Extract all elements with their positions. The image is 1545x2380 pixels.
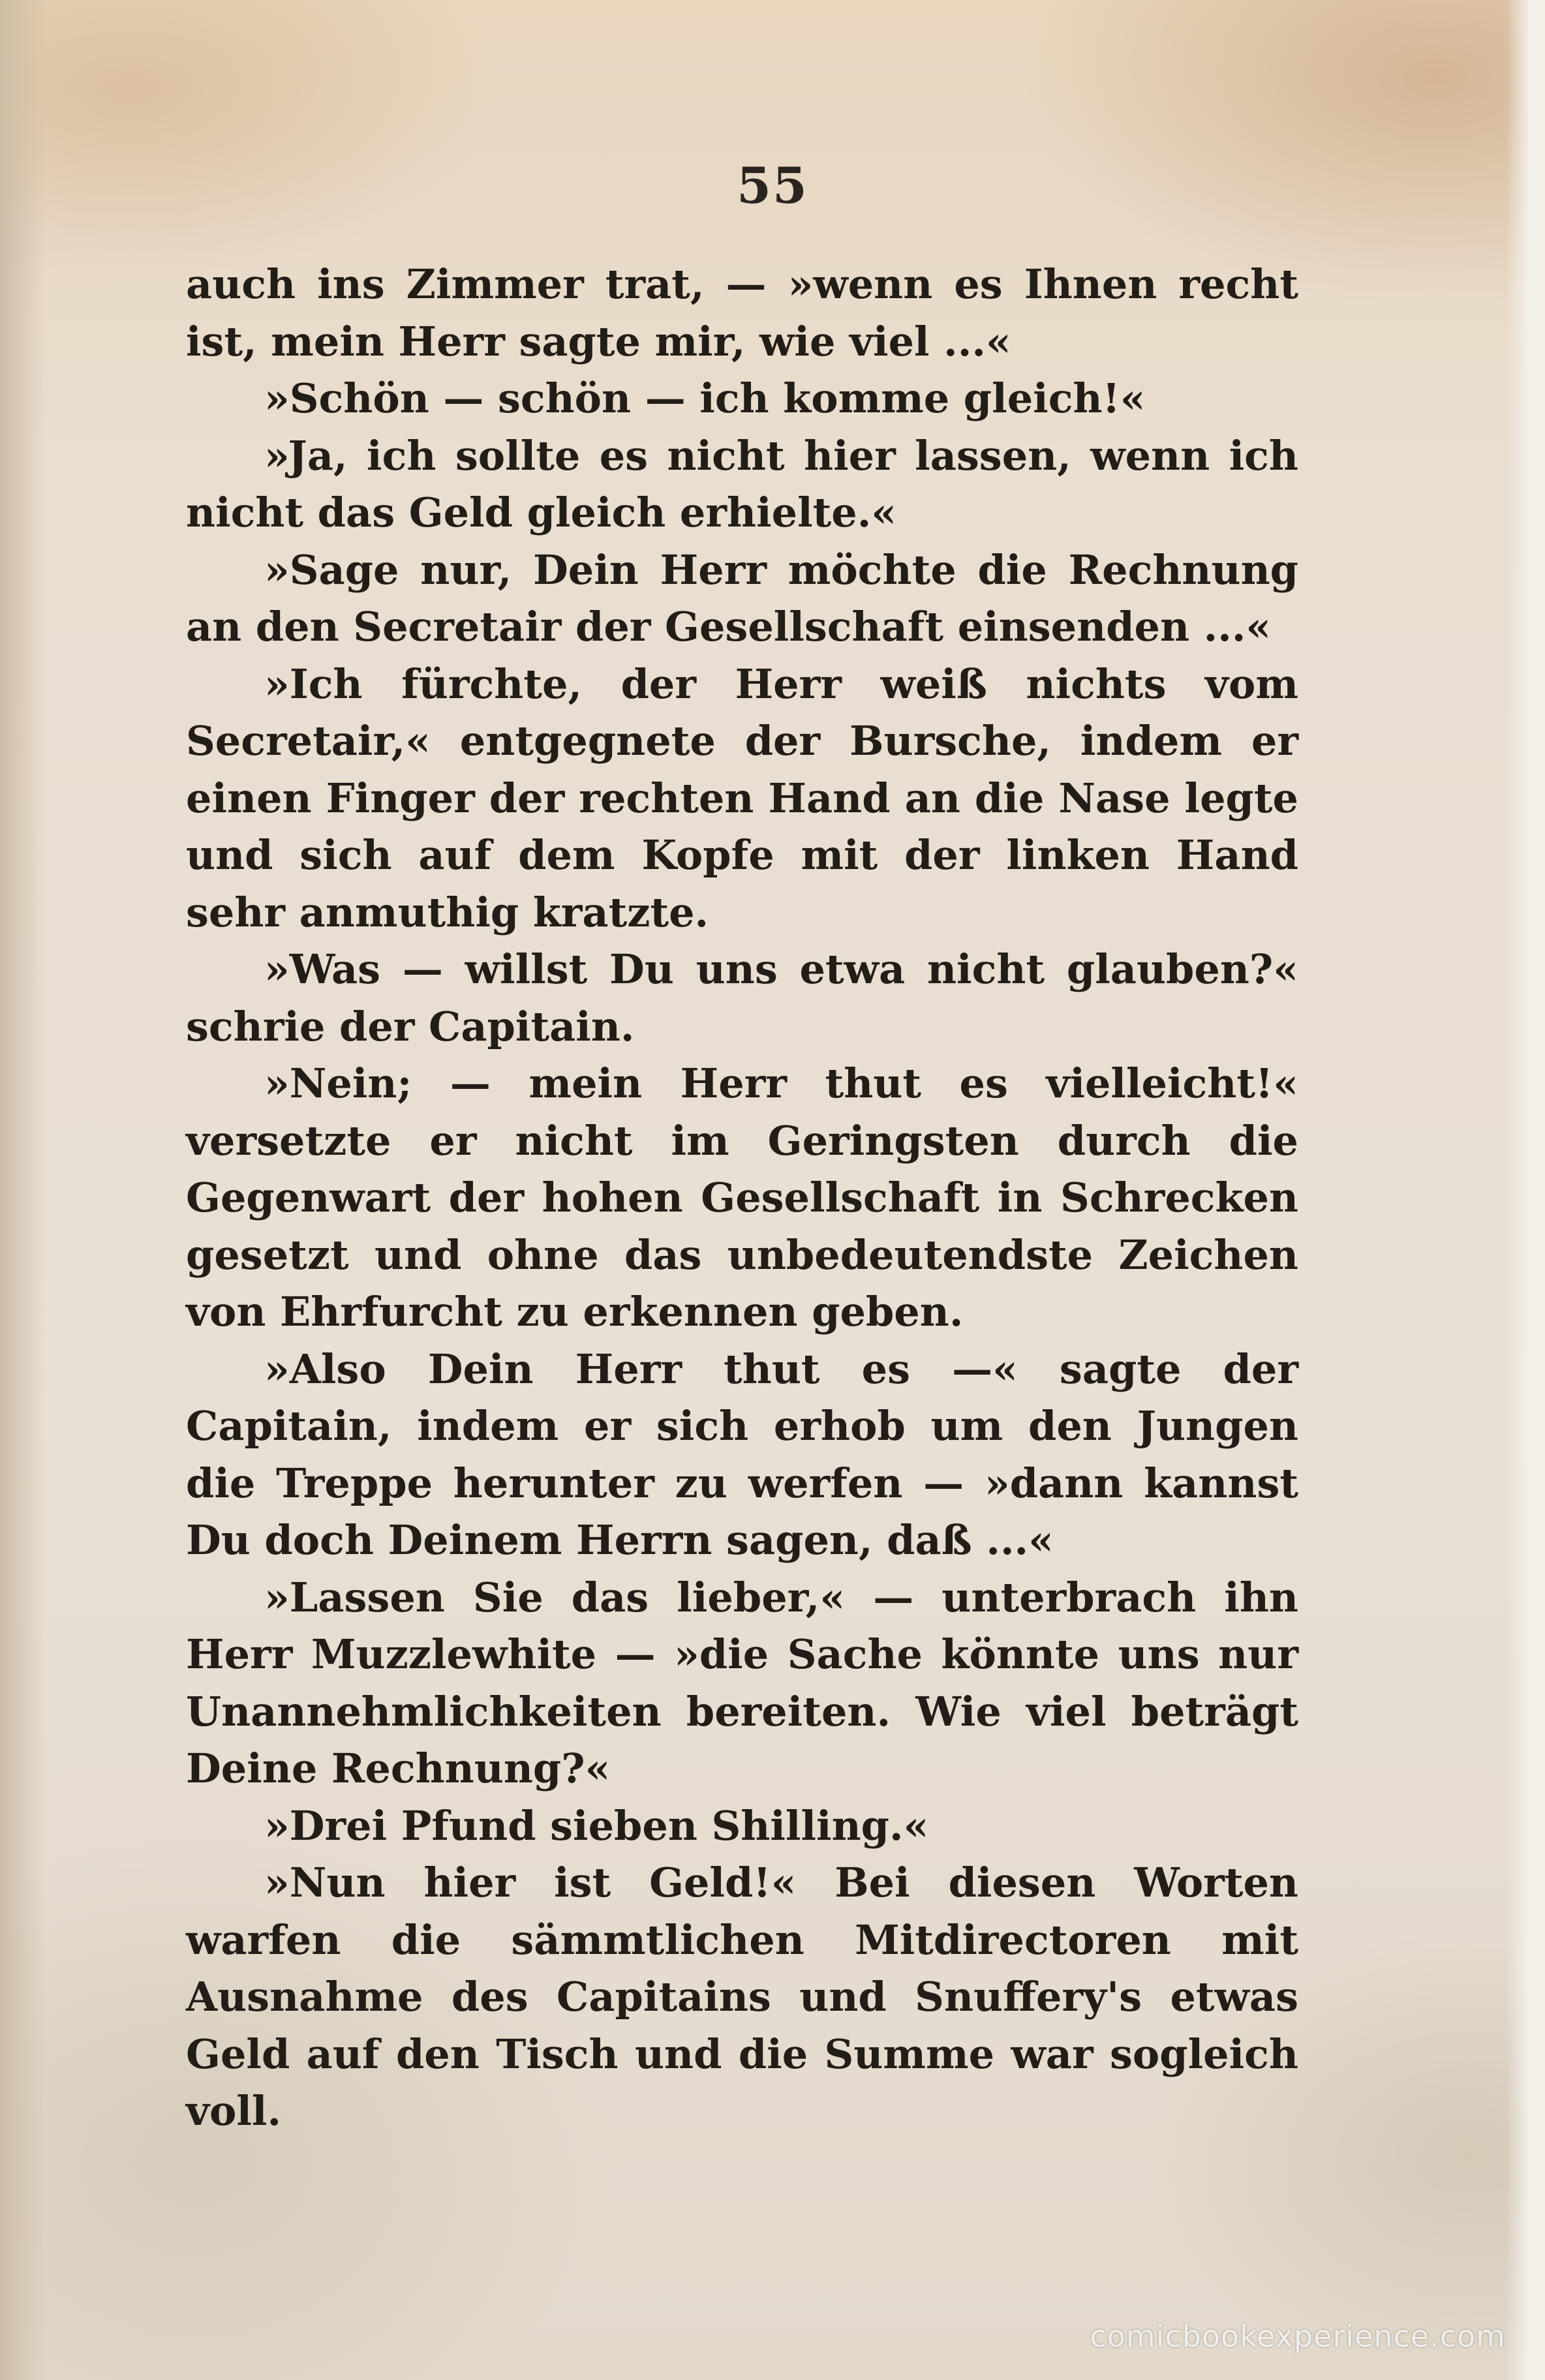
paragraph: »Lassen Sie das lieber,« — unterbrach ihn Herr Muzzlewhite — »die Sache könnte uns nur Unannehmlichkeiten bereiten. Wie viel beträgt Deine Rechnung?« bbox=[186, 1573, 1298, 1792]
paragraph: auch ins Zimmer trat, — »wenn es Ihnen recht ist, mein Herr sagte mir, wie viel ...« bbox=[186, 260, 1298, 365]
paragraph: »Nein; — mein Herr thut es vielleicht!« versetzte er nicht im Geringsten durch die Gegenwart der hohen Gesellschaft in Schrecken gesetzt und ohne das unbedeutendste Zeichen von Ehrfurcht zu erkennen geben. bbox=[186, 1060, 1298, 1335]
paragraph: »Also Dein Herr thut es —« sagte der Capitain, indem er sich erhob um den Jungen die Treppe herunter zu werfen — »dann kannst Du doch Deinem Herrn sagen, daß ...« bbox=[186, 1345, 1298, 1564]
paragraph: »Ja, ich sollte es nicht hier lassen, wenn ich nicht das Geld gleich erhielte.« bbox=[186, 431, 1298, 536]
paragraph: »Drei Pfund sieben Shilling.« bbox=[264, 1801, 929, 1850]
page-number: 55 bbox=[737, 157, 808, 215]
paragraph: »Nun hier ist Geld!« Bei diesen Worten warfen die sämmtlichen Mitdirectoren mit Ausnahme des Capitains und Snuffery's etwas Geld auf den Tisch und die Summe war sogleich voll. bbox=[186, 1859, 1298, 2135]
paragraph: »Schön — schön — ich komme gleich!« bbox=[264, 374, 1146, 422]
body-text bbox=[186, 256, 1298, 2140]
watermark: comicbookexperience.com bbox=[1090, 2319, 1506, 2354]
paragraph: »Was — willst Du uns etwa nicht glauben?« schrie der Capitain. bbox=[186, 945, 1298, 1050]
page-edge-highlight bbox=[1506, 0, 1545, 2380]
page-edge-shadow bbox=[0, 0, 46, 2380]
paragraph: »Ich fürchte, der Herr weiß nichts vom Secretair,« entgegnete der Bursche, indem er einen Finger der rechten Hand an die Nase legte und sich auf dem Kopfe mit der linken Hand sehr anmuthig kratzte. bbox=[186, 660, 1298, 936]
paragraph: »Sage nur, Dein Herr möchte die Rechnung an den Secretair der Gesellschaft einsenden ...« bbox=[186, 545, 1298, 650]
